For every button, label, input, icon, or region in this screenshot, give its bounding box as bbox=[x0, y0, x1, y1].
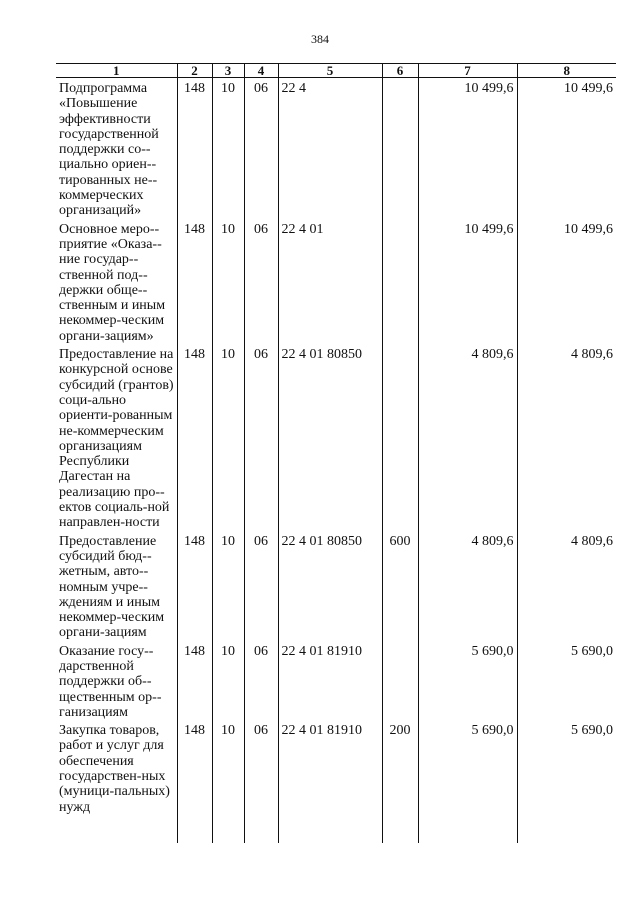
expense-type-cell bbox=[382, 219, 418, 344]
ministry-code-cell: 148 bbox=[177, 219, 212, 344]
table-row bbox=[56, 641, 616, 720]
subsection-code-cell: 06 bbox=[244, 344, 278, 531]
section-code-cell: 10 bbox=[212, 531, 244, 641]
column-header: 2 bbox=[177, 64, 212, 78]
row-name-cell: Предоставление субсидий бюд-жетным, авто-номным учре-ждениям и иным некоммер-ческим органи-зациям bbox=[59, 533, 165, 641]
target-article-cell: 22 4 01 81910 bbox=[278, 641, 382, 720]
amount-cell: 10 499,6 bbox=[517, 219, 616, 344]
section-code-cell: 10 bbox=[212, 78, 244, 219]
ministry-code-cell: 148 bbox=[177, 78, 212, 219]
amount-cell: 5 690,0 bbox=[418, 641, 517, 720]
expense-type-cell bbox=[382, 344, 418, 531]
amount-cell: 4 809,6 bbox=[517, 531, 616, 641]
column-header: 3 bbox=[212, 64, 244, 78]
column-header: 6 bbox=[382, 64, 418, 78]
subsection-code-cell: 06 bbox=[244, 531, 278, 641]
target-article-cell: 22 4 01 80850 bbox=[278, 531, 382, 641]
ministry-code-cell: 148 bbox=[177, 720, 212, 843]
expense-type-cell: 600 bbox=[382, 531, 418, 641]
expense-type-cell: 200 bbox=[382, 720, 418, 843]
expense-type-cell bbox=[382, 78, 418, 219]
section-code-cell: 10 bbox=[212, 344, 244, 531]
ministry-code-cell: 148 bbox=[177, 641, 212, 720]
row-name-cell: Основное меро-приятие «Оказа-ние государ-ственной под-держки обще-ственным и иным некоммер-ческим органи-зациям» bbox=[59, 221, 166, 344]
section-code-cell: 10 bbox=[212, 219, 244, 344]
column-header: 8 bbox=[517, 64, 616, 78]
header-row bbox=[56, 64, 616, 78]
section-code-cell: 10 bbox=[212, 641, 244, 720]
subsection-code-cell: 06 bbox=[244, 720, 278, 843]
table-row bbox=[56, 344, 616, 531]
amount-cell: 4 809,6 bbox=[517, 344, 616, 531]
row-name-cell: Подпрограмма «Повышение эффективности государственной поддержки со-циально ориен-тированных не-коммерческих организаций» bbox=[59, 81, 159, 219]
expense-type-cell bbox=[382, 641, 418, 720]
row-name-cell: Предоставление на конкурсной основе субсидий (грантов) соци-ально ориенти-рованным не-коммерческим организациям Республики Дагестан на реализацию про-ектов социаль-ной направлен-ности bbox=[59, 347, 174, 531]
table-row bbox=[56, 531, 616, 641]
target-article-cell: 22 4 01 bbox=[278, 219, 382, 344]
amount-cell: 10 499,6 bbox=[418, 219, 517, 344]
column-header: 5 bbox=[278, 64, 382, 78]
amount-cell: 4 809,6 bbox=[418, 531, 517, 641]
amount-cell: 5 690,0 bbox=[517, 720, 616, 843]
amount-cell: 5 690,0 bbox=[418, 720, 517, 843]
budget-table bbox=[56, 63, 616, 843]
amount-cell: 10 499,6 bbox=[517, 78, 616, 219]
subsection-code-cell: 06 bbox=[244, 78, 278, 219]
subsection-code-cell: 06 bbox=[244, 219, 278, 344]
page-number: 384 bbox=[311, 32, 329, 46]
amount-cell: 10 499,6 bbox=[418, 78, 517, 219]
row-name-cell: Оказание госу-дарственной поддержки об-щественным ор-ганизациям bbox=[59, 643, 162, 720]
amount-cell: 5 690,0 bbox=[517, 641, 616, 720]
amount-cell: 4 809,6 bbox=[418, 344, 517, 531]
column-header: 1 bbox=[56, 64, 177, 78]
table-row bbox=[56, 219, 616, 344]
target-article-cell: 22 4 bbox=[278, 78, 382, 219]
table-row bbox=[56, 720, 616, 843]
target-article-cell: 22 4 01 80850 bbox=[278, 344, 382, 531]
column-header: 7 bbox=[418, 64, 517, 78]
row-name-cell: Закупка товаров, работ и услуг для обеспечения государствен-ных (муници-пальных) нужд bbox=[59, 723, 170, 815]
target-article-cell: 22 4 01 81910 bbox=[278, 720, 382, 843]
ministry-code-cell: 148 bbox=[177, 531, 212, 641]
table-row bbox=[56, 78, 616, 219]
section-code-cell: 10 bbox=[212, 720, 244, 843]
column-header: 4 bbox=[244, 64, 278, 78]
subsection-code-cell: 06 bbox=[244, 641, 278, 720]
ministry-code-cell: 148 bbox=[177, 344, 212, 531]
